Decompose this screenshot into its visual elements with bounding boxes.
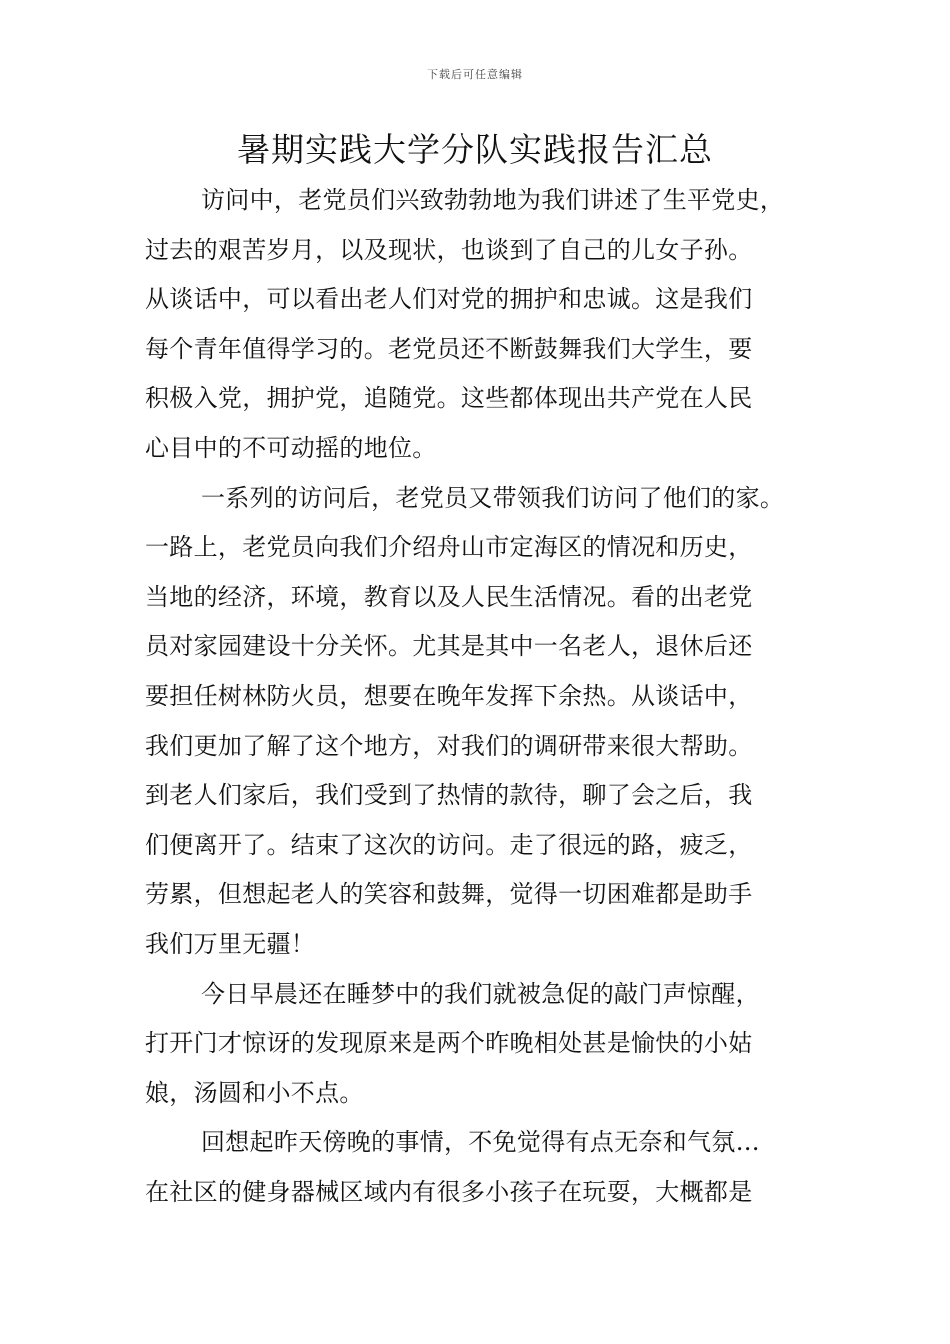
header-note: 下载后可任意编辑 (427, 68, 523, 81)
document-title: 暑期实践大学分队实践报告汇总 (237, 130, 713, 169)
paragraph-1-line-1: 访问中，老党员们兴致勃勃地为我们讲述了生平党史， (201, 186, 785, 214)
paragraph-2-line-7: 到老人们家后，我们受到了热情的款待，聊了会之后，我 (145, 781, 753, 810)
paragraph-2-line-8: 们便离开了。结束了这次的访问。走了很远的路，疲乏， (145, 830, 753, 859)
paragraph-1-line-5: 积极入党，拥护党，追随党。这些都体现出共产党在人民 (145, 384, 753, 413)
paragraph-1-line-3: 从谈话中，可以看出老人们对党的拥护和忠诚。这是我们 (145, 285, 753, 314)
paragraph-2-line-6: 我们更加了解了这个地方，对我们的调研带来很大帮助。 (145, 731, 753, 760)
paragraph-2-line-9: 劳累，但想起老人的笑容和鼓舞，觉得一切困难都是助手 (145, 880, 753, 909)
paragraph-2-line-10: 我们万里无疆！ (145, 929, 316, 958)
paragraph-4-line-2: 在社区的健身器械区域内有很多小孩子在玩耍，大概都是 (145, 1177, 753, 1206)
paragraph-2-line-3: 当地的经济，环境，教育以及人民生活情况。看的出老党 (145, 582, 753, 611)
document-body (145, 176, 835, 1217)
paragraph-3-line-3: 娘，汤圆和小不点。 (145, 1078, 364, 1107)
paragraph-2-line-2: 一路上，老党员向我们介绍舟山市定海区的情况和历史， (145, 533, 753, 562)
paragraph-1-line-6: 心目中的不可动摇的地位。 (145, 433, 437, 462)
paragraph-2-line-5: 要担任树林防火员，想要在晚年发挥下余热。从谈话中， (145, 681, 753, 710)
paragraph-2-line-4: 员对家园建设十分关怀。尤其是其中一名老人，退休后还 (145, 632, 753, 661)
paragraph-3-line-2: 打开门才惊讶的发现原来是两个昨晚相处甚是愉快的小姑 (145, 1029, 753, 1058)
paragraph-2-line-1: 一系列的访问后，老党员又带领我们访问了他们的家。 (201, 483, 785, 512)
paragraph-4-line-1: 回想起昨天傍晚的事情，不免觉得有点无奈和气氛… (201, 1128, 760, 1157)
paragraph-1-line-2: 过去的艰苦岁月，以及现状，也谈到了自己的儿女子孙。 (145, 235, 753, 264)
paragraph-3-line-1: 今日早晨还在睡梦中的我们就被急促的敲门声惊醒， (201, 979, 760, 1008)
paragraph-1-line-4: 每个青年值得学习的。老党员还不断鼓舞我们大学生，要 (145, 334, 753, 363)
